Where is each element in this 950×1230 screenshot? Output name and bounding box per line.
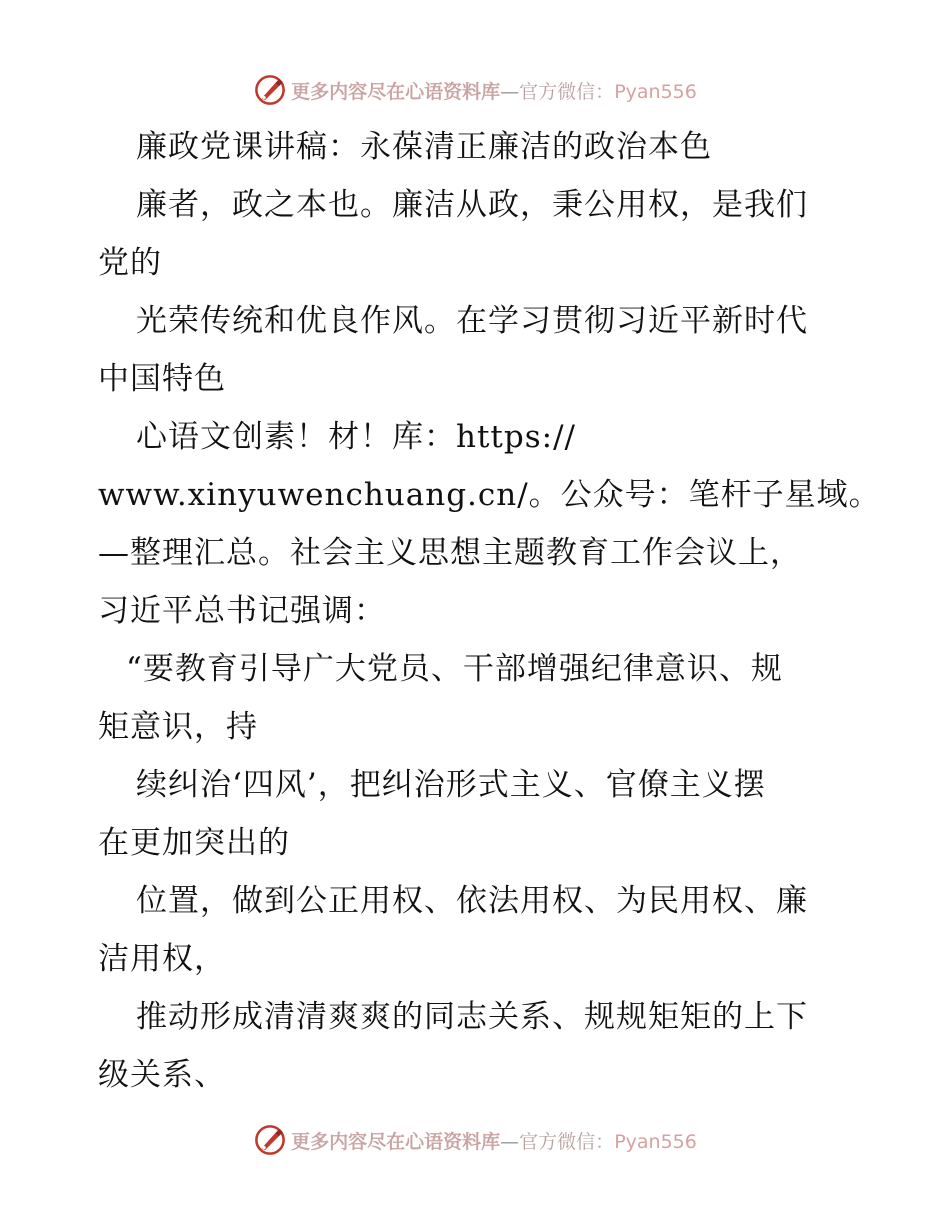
banner-dash: — (500, 1130, 520, 1153)
brand-text: 更多内容尽在心语资料库 (291, 1130, 501, 1153)
paragraph-line: 在更加突出的 (98, 825, 290, 861)
paragraph-line: —整理汇总。社会主义思想主题教育工作会议上， (98, 535, 802, 571)
wechat-id: Pyan556 (614, 80, 697, 103)
banner-dash: — (500, 80, 520, 103)
paragraph-line: 续纠治‘四风’，把纠治形式主义、官僚主义摆 (136, 767, 766, 803)
document-title: 廉政党课讲稿：永葆清正廉洁的政治本色 (136, 129, 712, 165)
paragraph-line: 光荣传统和优良作风。在学习贯彻习近平新时代 (136, 303, 808, 339)
wechat-id: Pyan556 (614, 1130, 697, 1153)
paragraph-line: 级关系、 (98, 1057, 226, 1093)
wechat-label: 官方微信： (519, 1130, 615, 1153)
pen-logo-icon (253, 73, 287, 107)
banner-text (291, 1127, 697, 1154)
paragraph-line: “要教育引导广大党员、干部增强纪律意识、规 (126, 651, 783, 687)
paragraph-line: 矩意识，持 (98, 709, 258, 745)
paragraph-line: 廉者，政之本也。廉洁从政，秉公用权，是我们 (136, 187, 808, 223)
banner-text (291, 77, 697, 104)
header-banner (0, 70, 950, 110)
paragraph-line: 洁用权， (98, 941, 226, 977)
footer-banner (0, 1120, 950, 1160)
paragraph-line: 心语文创素！材！库：https:// (136, 419, 576, 455)
document-body (98, 118, 881, 1104)
pen-logo-icon (253, 1123, 287, 1157)
paragraph-line: 习近平总书记强调： (98, 593, 386, 629)
wechat-label: 官方微信： (519, 80, 615, 103)
brand-text: 更多内容尽在心语资料库 (291, 80, 501, 103)
paragraph-line: www.xinyuwenchuang.cn/。公众号：笔杆子星域。 (98, 477, 881, 513)
paragraph-line: 推动形成清清爽爽的同志关系、规规矩矩的上下 (136, 999, 808, 1035)
paragraph-line: 中国特色 (98, 361, 226, 397)
paragraph-line: 位置，做到公正用权、依法用权、为民用权、廉 (136, 883, 808, 919)
paragraph-line: 党的 (98, 245, 162, 281)
